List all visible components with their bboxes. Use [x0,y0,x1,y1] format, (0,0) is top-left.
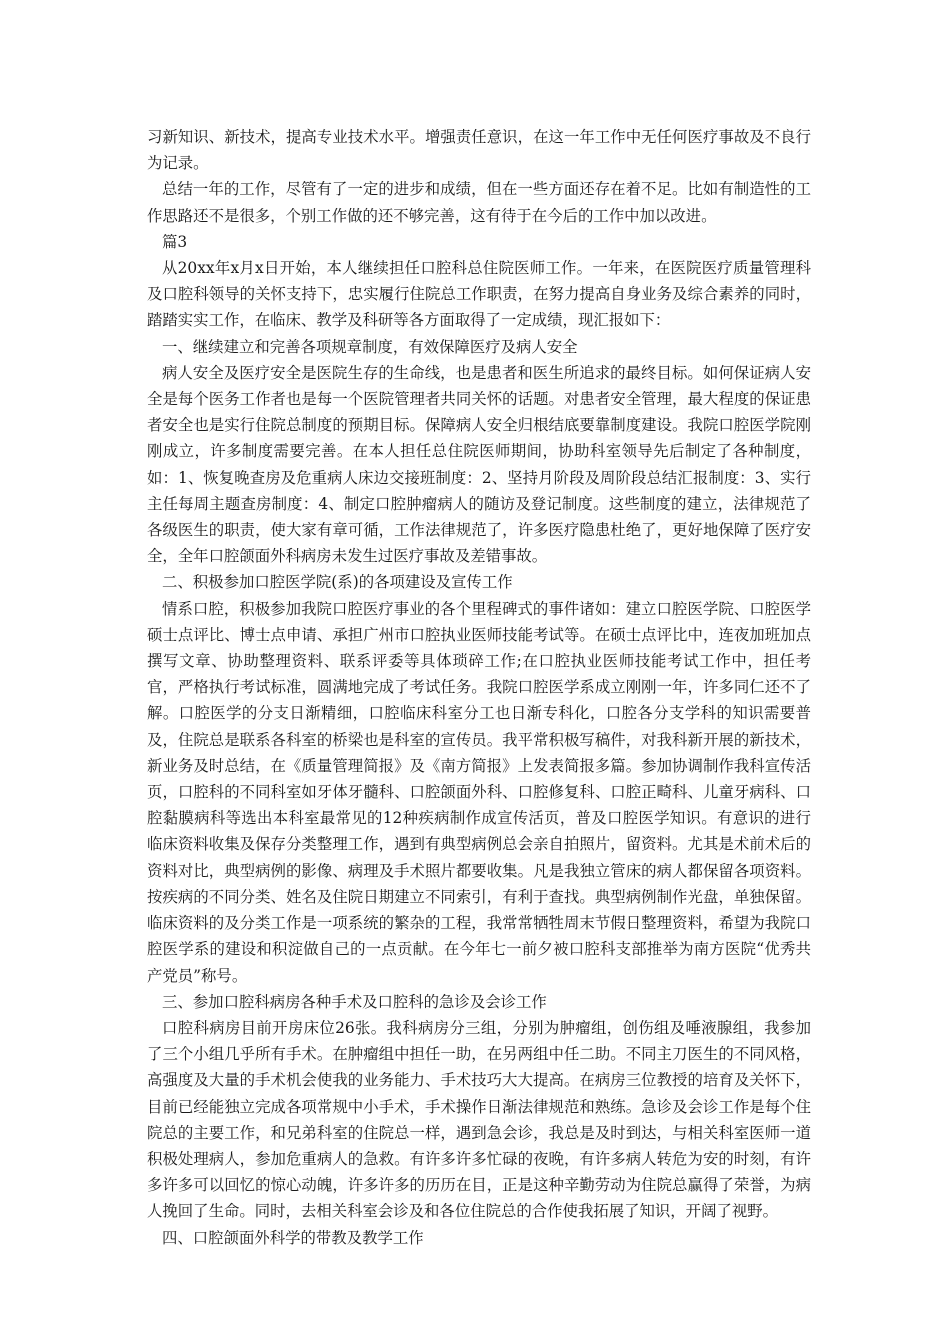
paragraph-intro: 从20xx年x月x日开始，本人继续担任口腔科总住院医师工作。一年来，在医院医疗质量管理科及口腔科领导的关怀支持下，忠实履行住院总工作职责，在努力提高自身业务及综合素养的同时，踏踏实实工作，在临床、教学及科研等各方面取得了一定成绩，现汇报如下： [147,259,811,330]
paragraph-section-1: 病人安全及医疗安全是医院生存的生命线，也是患者和医生所追求的最终目标。如何保证病人安全是每个医务工作者也是每一个医院管理者共同关怀的话题。对患者安全管理，最大程度的保证患者安全也是实行住院总制度的预期目标。保障病人安全归根结底要靠制度建设。我院口腔医学院刚刚成立，许多制度需要完善。在本人担任总住院医师期间，协助科室领导先后制定了各种制度，如：1、恢复晚查房及危重病人床边交接班制度：2、坚持月阶段及周阶段总结汇报制度：3、实行主任每周主题查房制度：4、制定口腔肿瘤病人的随访及登记制度。这些制度的建立，法律规范了各级医生的职责，使大家有章可循，工作法律规范了，许多医疗隐患杜绝了，更好地保障了医疗安全，全年口腔颌面外科病房未发生过医疗事故及差错事故。 [147,363,811,566]
paragraph-summary: 总结一年的工作，尽管有了一定的进步和成绩，但在一些方面还存在着不足。比如有制造性的工作思路还不是很多，个别工作做的还不够完善，这有待于在今后的工作中加以改进。 [147,180,811,225]
section-label-pian3: 篇3 [162,232,188,251]
paragraph-continuation: 习新知识、新技术，提高专业技术水平。增强责任意识，在这一年工作中无任何医疗事故及不良行为记录。 [147,128,811,173]
heading-section-2: 二、积极参加口腔医学院(系)的各项建设及宣传工作 [162,573,513,592]
heading-section-1: 一、继续建立和完善各项规章制度，有效保障医疗及病人安全 [162,337,578,356]
heading-section-4: 四、口腔颌面外科学的带教及教学工作 [162,1228,424,1247]
paragraph-section-3: 口腔科病房目前开房床位26张。我科病房分三组，分别为肿瘤组，创伤组及唾液腺组，我参加了三个小组几乎所有手术。在肿瘤组中担任一助，在另两组中任二助。不同主刀医生的不同风格，高强度及大量的手术机会使我的业务能力、手术技巧大大提高。在病房三位教授的培育及关怀下，目前已经能独立完成各项常规中小手术，手术操作日渐法律规范和熟练。急诊及会诊工作是每个住院总的主要工作，和兄弟科室的住院总一样，遇到急会诊，我总是及时到达，与相关科室医师一道积极处理病人，参加危重病人的急救。有许多许多忙碌的夜晚，有许多病人转危为安的时刻，有许多许多可以回忆的惊心动魄，许多许多的历历在目，正是这种辛勤劳动为住院总赢得了荣誉，为病人挽回了生命。同时，去相关科室会诊及和各位住院总的合作使我拓展了知识，开阔了视野。 [147,1018,811,1221]
document-page [147,124,811,1251]
heading-section-3: 三、参加口腔科病房各种手术及口腔科的急诊及会诊工作 [162,992,547,1011]
paragraph-section-2: 情系口腔，积极参加我院口腔医疗事业的各个里程碑式的事件诸如：建立口腔医学院、口腔医学硕士点评比、博士点申请、承担广州市口腔执业医师技能考试等。在硕士点评比中，连夜加班加点撰写文章、协助整理资料、联系评委等具体琐碎工作;在口腔执业医师技能考试工作中，担任考官，严格执行考试标准，圆满地完成了考试任务。我院口腔医学系成立刚刚一年，许多同仁还不了解。口腔医学的分支日渐精细，口腔临床科室分工也日渐专科化，口腔各分支学科的知识需要普及，住院总是联系各科室的桥梁也是科室的宣传员。我平常积极写稿件，对我科新开展的新技术，新业务及时总结，在《质量管理简报》及《南方简报》上发表简报多篇。参加协调制作我科宣传活页，口腔科的不同科室如牙体牙髓科、口腔颌面外科、口腔修复科、口腔正畸科、儿童牙病科、口腔黏膜病科等选出本科室最常见的12种疾病制作成宣传活页，普及口腔医学知识。有意识的进行临床资料收集及保存分类整理工作，遇到有典型病例总会亲自拍照片，留资料。尤其是术前术后的资料对比，典型病例的影像、病理及手术照片都要收集。凡是我独立管床的病人都保留各项资料。按疾病的不同分类、姓名及住院日期建立不同索引，有利于查找。典型病例制作光盘，单独保留。临床资料的及分类工作是一项系统的繁杂的工程，我常常牺牲周末节假日整理资料，希望为我院口腔医学系的建设和积淀做自己的一点贡献。在今年七一前夕被口腔科支部推举为南方医院“优秀共产党员”称号。 [147,599,811,985]
